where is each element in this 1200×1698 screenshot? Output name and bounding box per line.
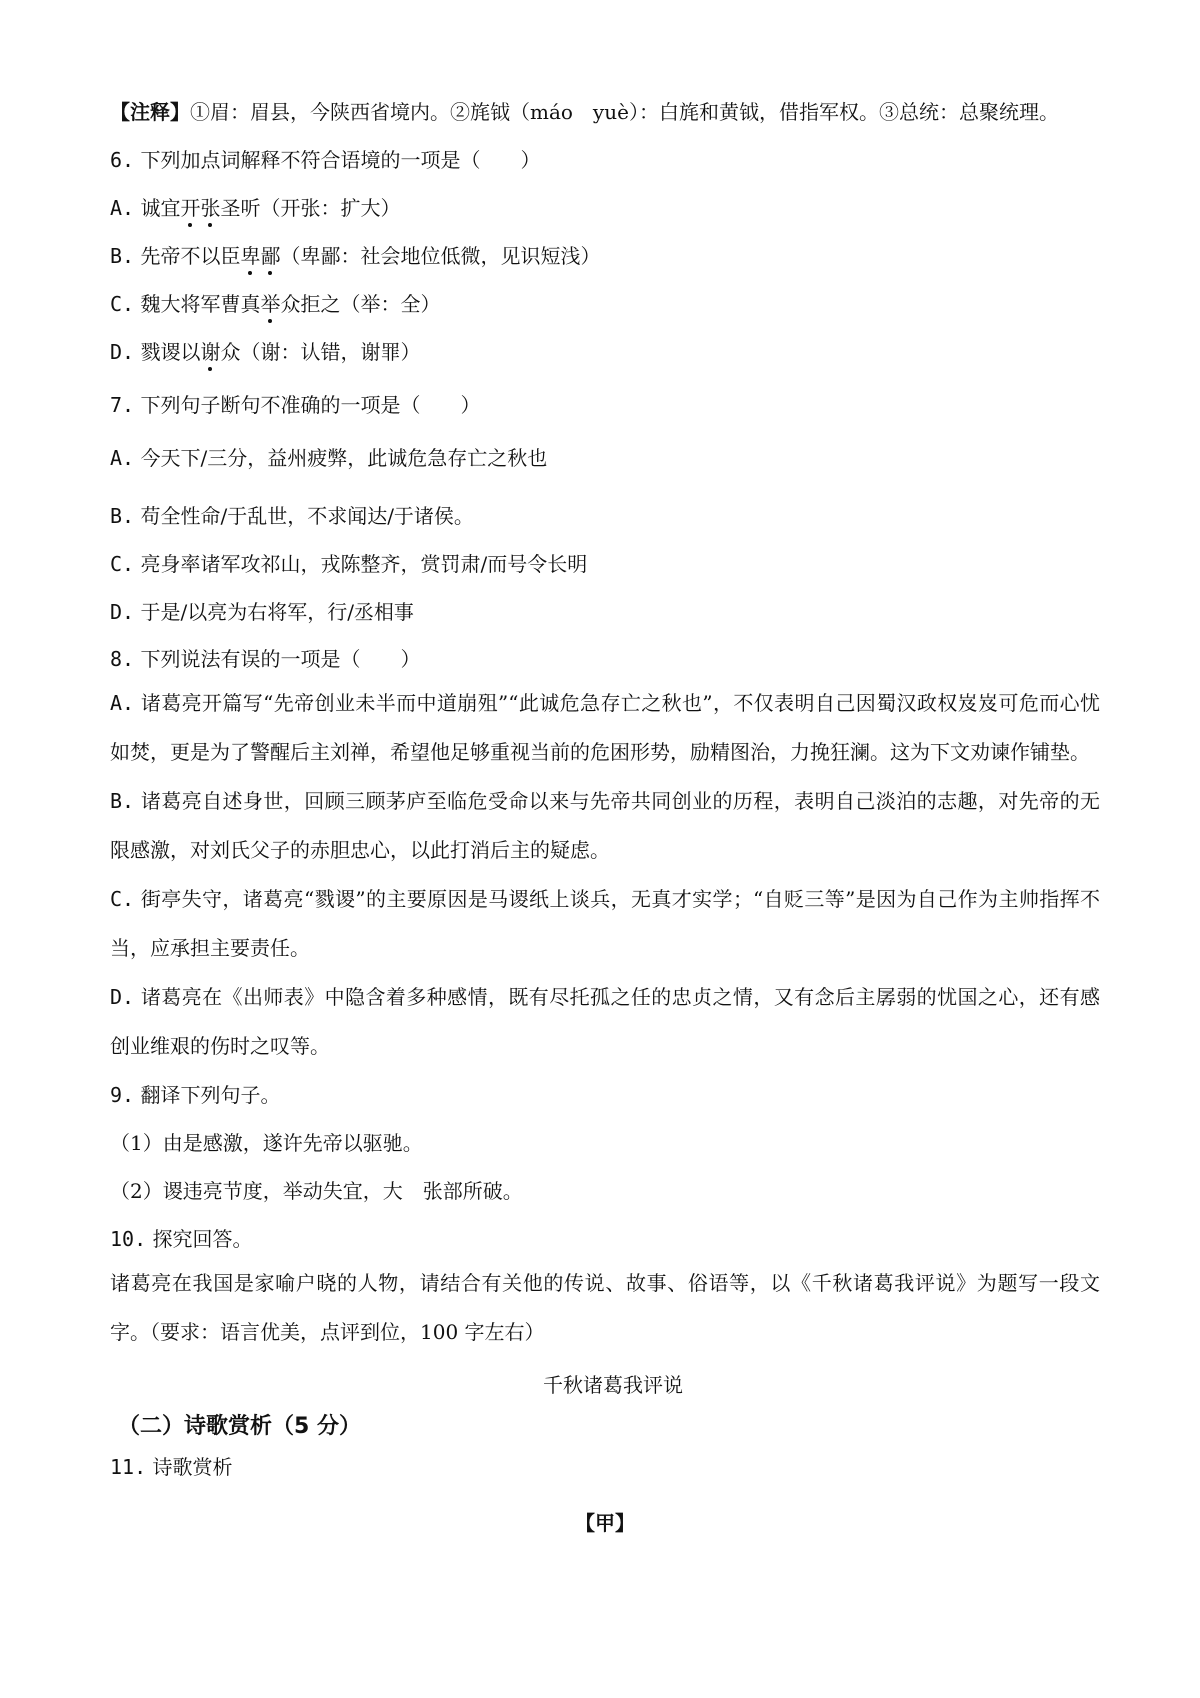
question-9-sentence-2: （2）谡违亮节度，举动失宜，大 张部所破。 bbox=[110, 1179, 523, 1203]
question-8-option-b bbox=[110, 777, 1100, 875]
option-letter: D. bbox=[110, 985, 135, 1009]
question-7-stem bbox=[110, 391, 1100, 419]
option-letter: B. bbox=[110, 789, 135, 813]
question-11-stem bbox=[110, 1453, 1100, 1481]
question-8-stem bbox=[110, 645, 1100, 673]
note-label: 【注释】 bbox=[110, 100, 190, 124]
essay-title: 千秋诸葛我评说 bbox=[543, 1373, 683, 1397]
option-letter: C. bbox=[110, 887, 135, 911]
question-stem: 下列加点词解释不符合语境的一项是（ ） bbox=[140, 148, 541, 172]
question-7-option-c bbox=[110, 550, 1100, 578]
option-text: 魏大将军曹真 bbox=[140, 292, 261, 316]
option-text: 先帝不以臣 bbox=[140, 244, 241, 268]
option-text: 于是/以亮为右将军，行/丞相事 bbox=[140, 600, 414, 624]
question-number: 6. bbox=[110, 148, 135, 172]
question-7-option-d bbox=[110, 598, 1100, 626]
option-text: 诸葛亮在《出师表》中隐含着多种感情，既有尽托孤之任的忠贞之情，又有念后主孱弱的忧国之心，还有感创业维艰的伤时之叹等。 bbox=[110, 985, 1101, 1058]
question-10-stem bbox=[110, 1225, 1100, 1253]
dotted-char: 鄙 bbox=[260, 244, 281, 268]
question-7-option-b bbox=[110, 502, 1100, 530]
dotted-char: 卑 bbox=[240, 244, 261, 268]
question-number: 9. bbox=[110, 1083, 135, 1107]
option-text: （卑鄙：社会地位低微，见识短浅） bbox=[280, 244, 601, 268]
option-letter: A. bbox=[110, 446, 135, 470]
option-text: 诸葛亮开篇写“先帝创业未半而中道崩殂”“此诚危急存亡之秋也”，不仅表明自己因蜀汉政权岌岌可危而心忧如焚，更是为了警醒后主刘禅，希望他足够重视当前的危困形势，励精图治，力挽狂澜。这为下文劝谏作铺垫。 bbox=[110, 691, 1100, 764]
question-stem: 诗歌赏析 bbox=[152, 1455, 233, 1479]
question-8-option-d bbox=[110, 973, 1100, 1071]
question-6-option-c bbox=[110, 290, 1100, 318]
question-6-option-a bbox=[110, 194, 1100, 222]
question-number: 11. bbox=[110, 1455, 147, 1479]
poem-label: 【甲】 bbox=[575, 1511, 635, 1535]
question-6-option-d bbox=[110, 338, 1100, 366]
question-stem: 下列句子断句不准确的一项是（ ） bbox=[140, 393, 481, 417]
option-letter: D. bbox=[110, 600, 135, 624]
option-letter: C. bbox=[110, 552, 135, 576]
option-text: 诸葛亮自述身世，回顾三顾茅庐至临危受命以来与先帝共同创业的历程，表明自己淡泊的志趣，对先帝的无限感激，对刘氏父子的赤胆忠心，以此打消后主的疑虑。 bbox=[110, 789, 1101, 862]
option-text: 诚宜 bbox=[140, 196, 181, 220]
question-9-sentence-1: （1）由是感激，遂许先帝以驱驰。 bbox=[110, 1131, 423, 1155]
question-9-stem bbox=[110, 1081, 1100, 1109]
question-10-prompt: 诸葛亮在我国是家喻户晓的人物，请结合有关他的传说、故事、俗语等，以《千秋诸葛我评说》为题写一段文字。（要求：语言优美，点评到位，100 字左右） bbox=[110, 1271, 1100, 1344]
option-text: 街亭失守，诸葛亮“戮谡”的主要原因是马谡纸上谈兵，无真才实学；“自贬三等”是因为自己作为主帅指挥不当，应承担主要责任。 bbox=[110, 887, 1100, 960]
option-letter: C. bbox=[110, 292, 135, 316]
document-page bbox=[110, 98, 1100, 1537]
option-letter: A. bbox=[110, 196, 135, 220]
question-7-option-a bbox=[110, 444, 1100, 472]
option-letter: D. bbox=[110, 340, 135, 364]
option-text: 今天下/三分，益州疲弊，此诚危急存亡之秋也 bbox=[140, 446, 548, 470]
option-letter: B. bbox=[110, 504, 135, 528]
question-6-option-b bbox=[110, 242, 1100, 270]
option-letter: A. bbox=[110, 691, 135, 715]
question-number: 10. bbox=[110, 1227, 147, 1251]
dotted-char: 开 bbox=[180, 196, 201, 220]
option-text: 亮身率诸军攻祁山，戎陈整齐，赏罚肃/而号令长明 bbox=[140, 552, 588, 576]
question-6-stem bbox=[110, 146, 1100, 174]
question-stem: 探究回答。 bbox=[152, 1227, 253, 1251]
annotation-note bbox=[110, 98, 1100, 126]
option-text: 苟全性命/于乱世，不求闻达/于诸侯。 bbox=[140, 504, 474, 528]
question-stem: 下列说法有误的一项是（ ） bbox=[140, 647, 421, 671]
question-number: 7. bbox=[110, 393, 135, 417]
question-number: 8. bbox=[110, 647, 135, 671]
question-8-option-a bbox=[110, 679, 1100, 777]
option-letter: B. bbox=[110, 244, 135, 268]
dotted-char: 张 bbox=[200, 196, 221, 220]
question-8-option-c bbox=[110, 875, 1100, 973]
option-text: 圣听（开张：扩大） bbox=[220, 196, 401, 220]
section-heading: （二）诗歌赏析（5 分） bbox=[118, 1414, 361, 1439]
option-text: 戮谡以 bbox=[140, 340, 201, 364]
option-text: 众拒之（举：全） bbox=[280, 292, 441, 316]
question-stem: 翻译下列句子。 bbox=[140, 1083, 281, 1107]
option-text: 众（谢：认错，谢罪） bbox=[220, 340, 421, 364]
note-text: ①眉：眉县，今陕西省境内。②旄钺（máo yuè）：白旄和黄钺，借指军权。③总统：总聚统理。 bbox=[190, 100, 1059, 124]
dotted-char: 谢 bbox=[200, 340, 221, 364]
dotted-char: 举 bbox=[260, 292, 281, 316]
